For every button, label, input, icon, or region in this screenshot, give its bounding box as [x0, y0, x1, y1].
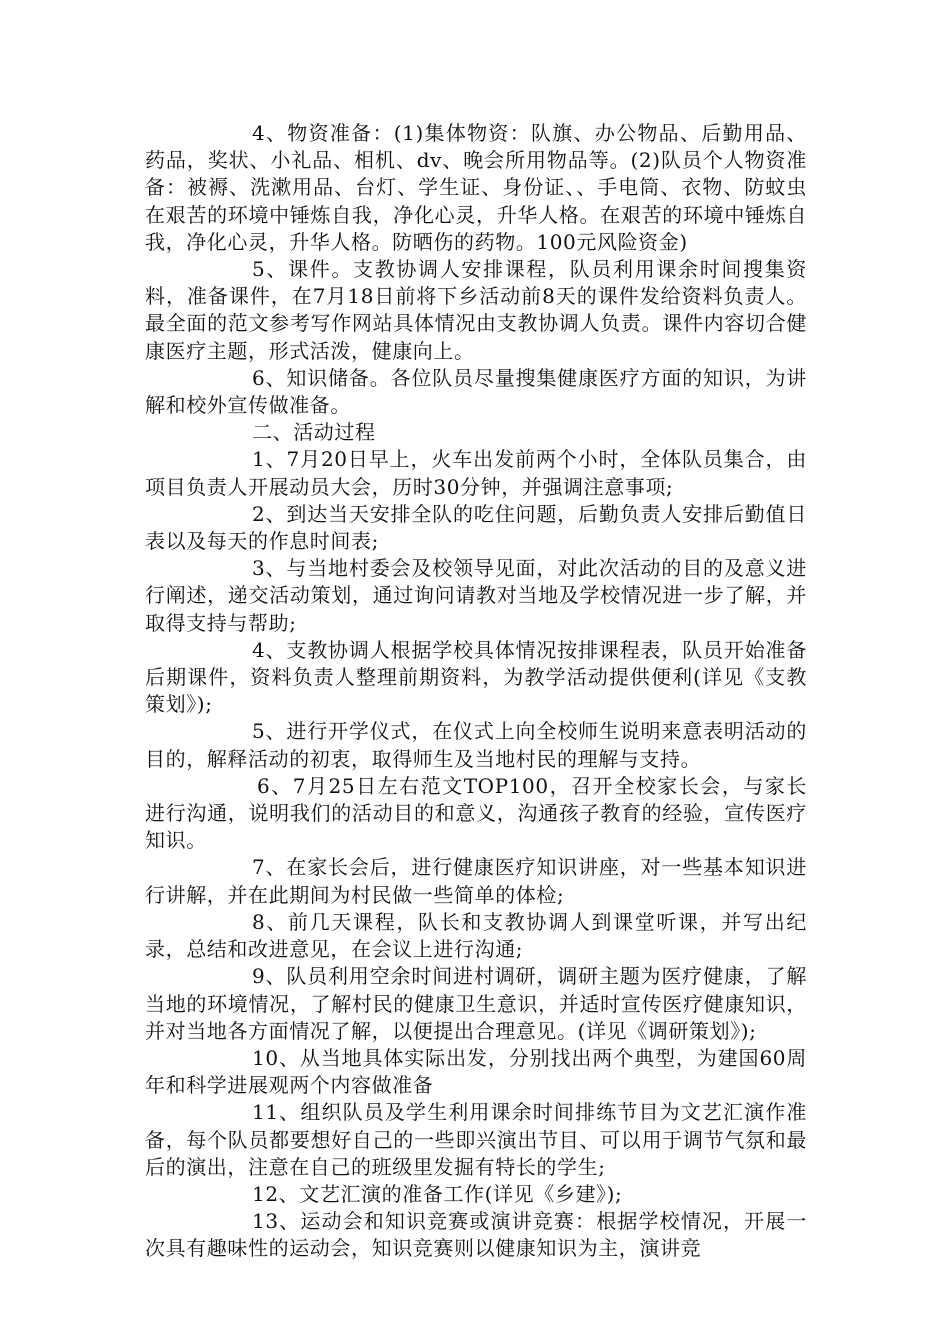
- paragraph-step-13: 13、运动会和知识竞赛或演讲竞赛：根据学校情况，开展一次具有趣味性的运动会，知识竞赛则以健康知识为主，演讲竞: [145, 1209, 807, 1261]
- paragraph-step-2: 2、到达当天安排全队的吃住问题，后勤负责人安排后勤值日表以及每天的作息时间表;: [145, 501, 807, 554]
- paragraph-step-1: 1、7月20日早上，火车出发前两个小时，全体队员集合，由项目负责人开展动员大会，历时30分钟，并强调注意事项;: [145, 447, 807, 499]
- paragraph-step-5: 5、进行开学仪式，在仪式上向全校师生说明来意表明活动的目的，解释活动的初衷，取得师生及当地村民的理解与支持。: [145, 719, 807, 771]
- paragraph-knowledge: 6、知识储备。各位队员尽量搜集健康医疗方面的知识，为讲解和校外宣传做准备。: [145, 365, 807, 418]
- section-heading-activity-process: 二、活动过程: [252, 420, 376, 445]
- paragraph-step-9: 9、队员利用空余时间进村调研，调研主题为医疗健康，了解当地的环境情况，了解村民的健康卫生意识，并适时宣传医疗健康知识，并对当地各方面情况了解，以便提出合理意见。(详见《调研策划》);: [145, 964, 807, 1043]
- paragraph-materials: 4、物资准备：(1)集体物资：队旗、办公物品、后勤用品、药品，奖状、小礼品、相机、dv、晚会所用物品等。(2)队员个人物资准备：被褥、洗漱用品、台灯、学生证、身份证、、手电筒、衣物、防蚊虫在艰苦的环境中锤炼自我，净化心灵，升华人格。在艰苦的环境中锤炼自我，净化心灵，升华人格。防晒伤的药物。100元风险资金): [145, 121, 807, 254]
- paragraph-step-8: 8、前几天课程，队长和支教协调人到课堂听课，并写出纪录，总结和改进意见，在会议上进行沟通;: [145, 909, 807, 962]
- paragraph-step-11: 11、组织队员及学生利用课余时间排练节目为文艺汇演作准备，每个队员都要想好自己的一些即兴演出节目、可以用于调节气氛和最后的演出，注意在自己的班级里发掘有特长的学生;: [145, 1100, 807, 1179]
- paragraph-step-7: 7、在家长会后，进行健康医疗知识讲座，对一些基本知识进行讲解，并在此期间为村民做一些简单的体检;: [145, 855, 807, 907]
- paragraph-step-12: 12、文艺汇演的准备工作(详见《乡建》);: [252, 1181, 623, 1206]
- document-body: [145, 120, 807, 1263]
- paragraph-courseware: 5、课件。支教协调人安排课程，队员利用课余时间搜集资料，准备课件，在7月18日前将下乡活动前8天的课件发给资料负责人。最全面的范文参考写作网站具体情况由支教协调人负责。课件内容切合健康医疗主题，形式活泼，健康向上。: [145, 257, 807, 363]
- paragraph-step-6: 6、7月25日左右范文TOP100，召开全校家长会，与家长进行沟通，说明我们的活动目的和意义，沟通孩子教育的经验，宣传医疗知识。: [145, 773, 807, 853]
- paragraph-step-3: 3、与当地村委会及校领导见面，对此次活动的目的及意义进行阐述，递交活动策划，通过询问请教对当地及学校情况进一步了解，并取得支持与帮助;: [145, 556, 807, 635]
- paragraph-step-4: 4、支教协调人根据学校具体情况按排课程表，队员开始准备后期课件，资料负责人整理前期资料，为教学活动提供便利(详见《支教策划》);: [145, 637, 807, 717]
- paragraph-step-10: 10、从当地具体实际出发，分别找出两个典型，为建国60周年和科学进展观两个内容做准备: [145, 1045, 807, 1098]
